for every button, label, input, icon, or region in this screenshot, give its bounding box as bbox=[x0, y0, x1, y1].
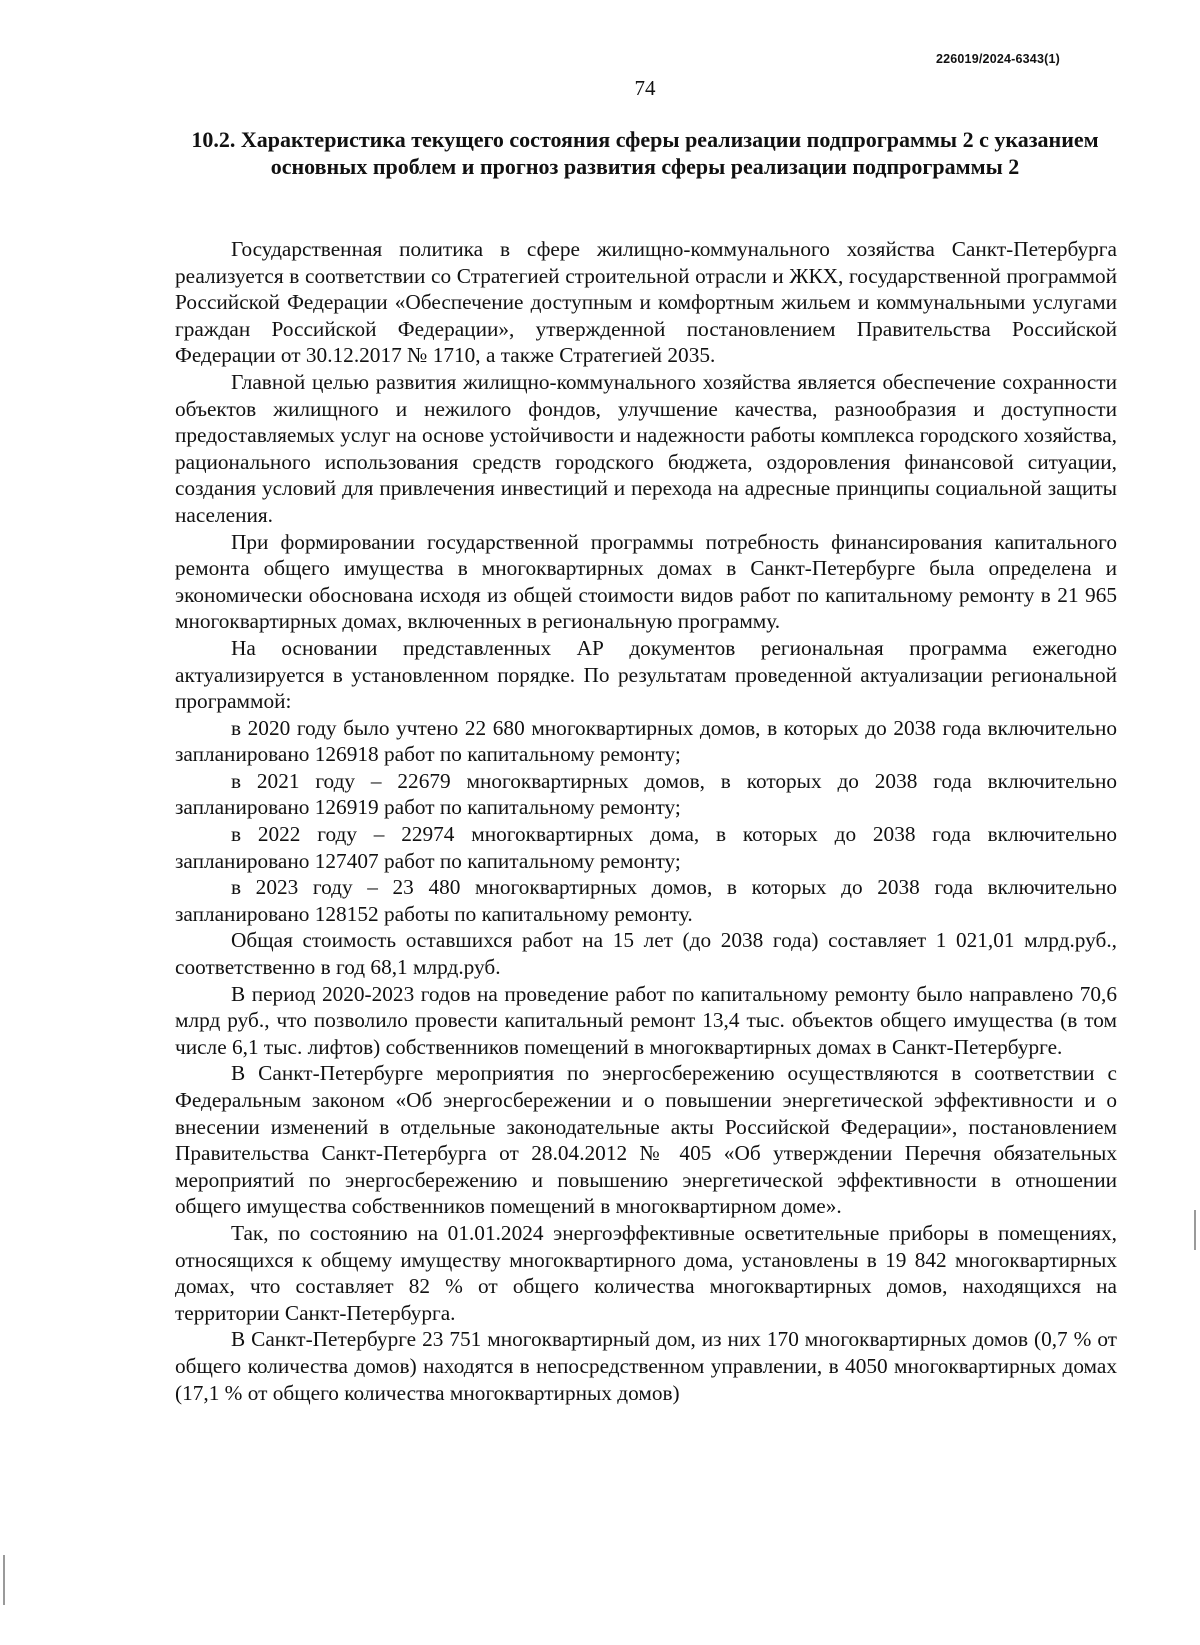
document-registration-number: 226019/2024-6343(1) bbox=[935, 52, 1060, 66]
paragraph-program-update: На основании представленных АР документов региональная программа ежегодно актуализируется в установленном порядке. По результатам проведенной актуализации региональной программой: bbox=[175, 635, 1117, 714]
paragraph-year-2021: в 2021 году – 22679 многоквартирных домов, в которых до 2038 года включительно запланировано 126919 работ по капитальному ремонту; bbox=[175, 768, 1117, 820]
paragraph-total-cost: Общая стоимость оставшихся работ на 15 лет (до 2038 года) составляет 1 021,01 млрд.руб., соответственно в год 68,1 млрд.руб. bbox=[175, 928, 1117, 980]
paragraph-year-2020: в 2020 году было учтено 22 680 многоквартирных домов, в которых до 2038 года включительно запланировано 126918 работ по капитальному ремонту; bbox=[175, 715, 1117, 767]
scan-edge-mark bbox=[1194, 1210, 1196, 1250]
paragraph-lighting-devices: Так, по состоянию на 01.01.2024 энергоэффективные осветительные приборы в помещениях, относящихся к общему имуществу многоквартирного дома, установлены в 19 842 многоквартирных домах, что составляет 82 % от общего количества многоквартирных домов, находящихся на территории Санкт-Петербурга. bbox=[175, 1220, 1117, 1325]
paragraph-year-2023: в 2023 году – 23 480 многоквартирных домов, в которых до 2038 года включительно запланировано 128152 работы по капитальному ремонту. bbox=[175, 875, 1117, 926]
paragraph-energy-saving: В Санкт-Петербурге мероприятия по энергосбережению осуществляются в соответствии с Федеральным законом «Об энергосбережении и о повышении энергетической эффективности и о внесении изменений в отдельные законодательные акты Российской Федерации», постановлением Правительства Санкт-Петербурга от 28.04.2012 № 405 «Об утверждении Перечня обязательных мероприятий по энергосбережению и повышению энергетической эффективности в отношении общего имущества собственников помещений в многоквартирном доме». bbox=[175, 1061, 1117, 1219]
page-number: 74 bbox=[634, 76, 656, 100]
document-body bbox=[175, 236, 1117, 1406]
paragraph-period-2020-2023: В период 2020-2023 годов на проведение работ по капитальному ремонту было направлено 70,6 млрд руб., что позволило провести капитальный ремонт 13,4 тыс. объектов общего имущества (в том числе 6,1 тыс. лифтов) собственников помещений в многоквартирных домах в Санкт-Петербурге. bbox=[175, 981, 1117, 1059]
scan-edge-mark-bottom bbox=[3, 1555, 5, 1605]
section-heading: 10.2. Характеристика текущего состояния сферы реализации подпрограммы 2 с указанием основных проблем и прогноз развития сферы реализации подпрограммы 2 bbox=[191, 127, 1099, 179]
paragraph-state-policy: Государственная политика в сфере жилищно-коммунального хозяйства Санкт-Петербурга реализуется в соответствии со Стратегией строительной отрасли и ЖКХ, государственной программой Российской Федерации «Обеспечение доступным и комфортным жильем и коммунальными услугами граждан Российской Федерации», утвержденной постановлением Правительства Российской Федерации от 30.12.2017 № 1710, а также Стратегией 2035. bbox=[175, 237, 1117, 368]
paragraph-year-2022: в 2022 году – 22974 многоквартирных дома, в которых до 2038 года включительно запланировано 127407 работ по капитальному ремонту; bbox=[175, 822, 1117, 873]
paragraph-main-goal: Главной целью развития жилищно-коммунального хозяйства является обеспечение сохранности объектов жилищного и нежилого фондов, улучшение качества, разнообразия и доступности предоставляемых услуг на основе устойчивости и надежности работы комплекса городского хозяйства, рационального использования средств городского бюджета, оздоровления финансовой ситуации, создания условий для привлечения инвестиций и перехода на адресные принципы социальной защиты населения. bbox=[175, 369, 1117, 527]
paragraph-program-funding: При формировании государственной программы потребность финансирования капитального ремонта общего имущества в многоквартирных домах в Санкт-Петербурге была определена и экономически обоснована исходя из общей стоимости видов работ по капитальному ремонту в 21 965 многоквартирных домах, включенных в региональную программу. bbox=[175, 529, 1117, 634]
paragraph-building-management: В Санкт-Петербурге 23 751 многоквартирный дом, из них 170 многоквартирных домов (0,7 % от общего количества домов) находятся в непосредственном управлении, в 4050 многоквартирных домах (17,1 % от общего количества многоквартирных домов) bbox=[175, 1327, 1117, 1405]
